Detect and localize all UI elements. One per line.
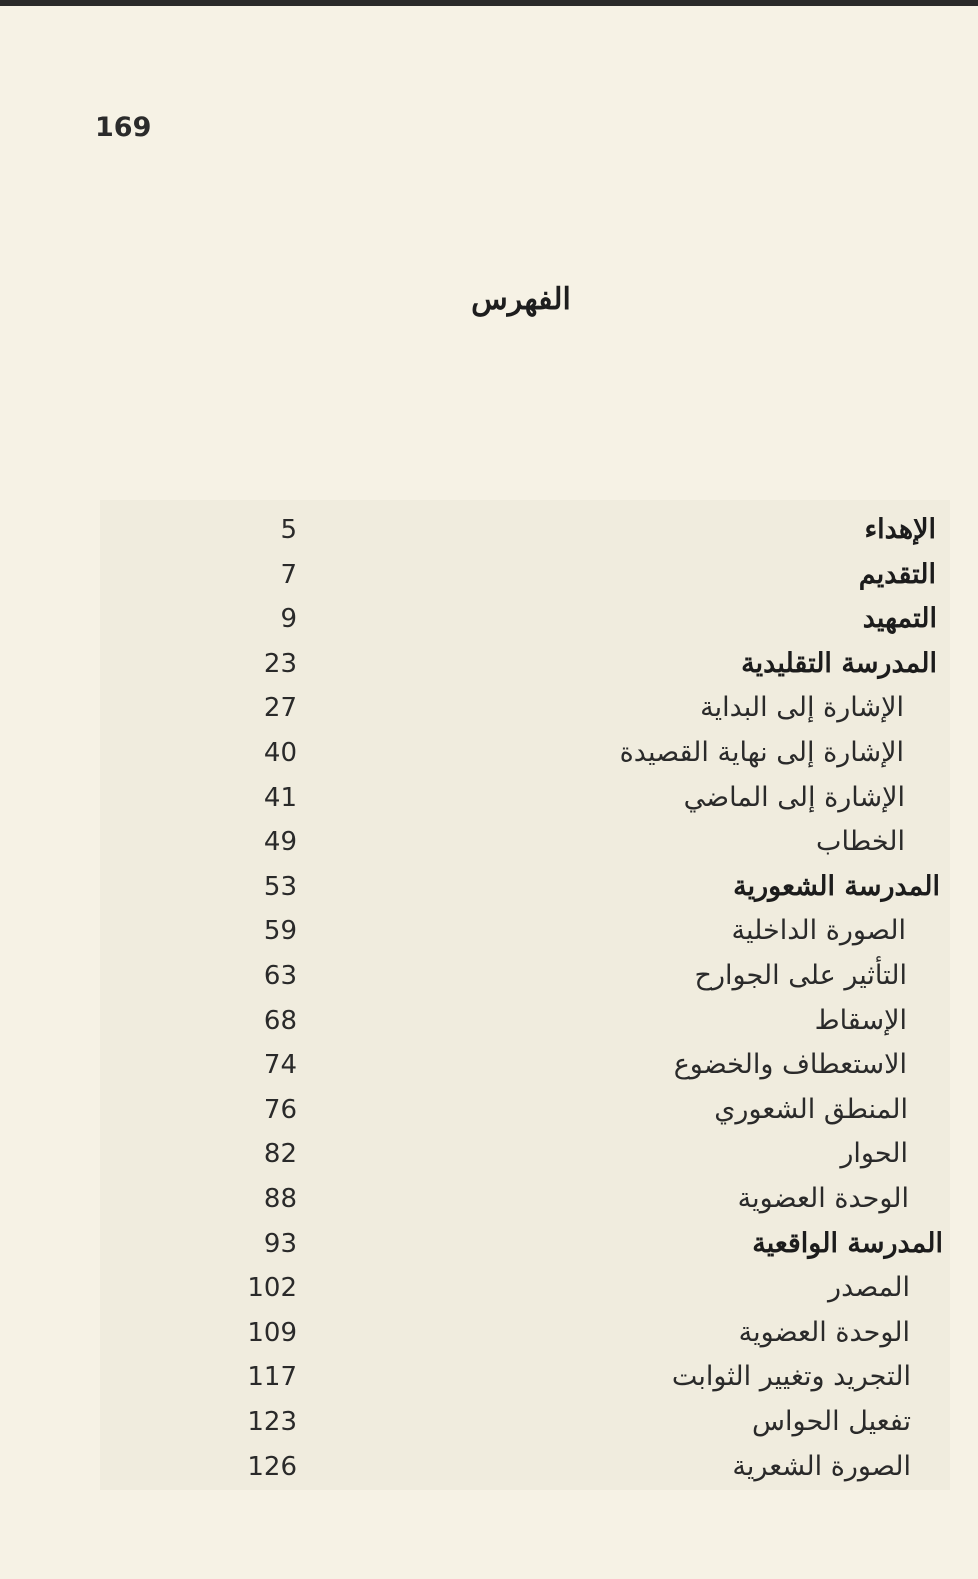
toc-subsection-title: الحوار	[840, 1138, 908, 1170]
toc-page-number: 109	[247, 1317, 297, 1348]
toc-page-number: 59	[263, 916, 297, 947]
toc-subsection-title: الصورة الداخلية	[731, 915, 906, 947]
toc-page-number: 41	[263, 782, 297, 813]
toc-subsection-title: الوحدة العضوية	[737, 1183, 909, 1214]
toc-subsection-title: المنطق الشعوري	[714, 1093, 908, 1125]
toc-subsection-title: تفعيل الحواس	[752, 1406, 911, 1437]
toc-page-number: 63	[263, 961, 297, 991]
page-title: الفهرس	[471, 282, 571, 317]
toc-section-title: المدرسة الشعورية	[733, 870, 940, 902]
toc-page-number: 82	[263, 1139, 297, 1170]
toc-subsection-title: التجريد وتغيير الثوابت	[671, 1361, 911, 1393]
toc-page-number: 23	[263, 648, 297, 679]
toc-entry	[0, 1134, 978, 1178]
toc-page-number: 9	[280, 604, 297, 635]
toc-entry	[0, 644, 978, 688]
toc-entry	[0, 1179, 978, 1223]
toc-entry	[0, 778, 978, 822]
toc-entry	[0, 867, 978, 911]
toc-subsection-title: الإسقاط	[814, 1004, 907, 1036]
toc-page-number: 88	[263, 1184, 297, 1214]
toc-entry	[0, 822, 978, 866]
toc-section-title: الإهداء	[864, 514, 936, 545]
toc-page-number: 7	[280, 559, 297, 590]
toc-entry	[0, 1313, 978, 1357]
toc-subsection-title: الصورة الشعرية	[732, 1450, 911, 1482]
toc-page-number: 126	[247, 1451, 297, 1482]
toc-section-title: المدرسة التقليدية	[741, 647, 937, 679]
toc-subsection-title: التأثير على الجوارح	[694, 960, 907, 991]
toc-page-number: 117	[247, 1362, 297, 1393]
toc-section-title: المدرسة الواقعية	[752, 1227, 943, 1259]
toc-section-title: التمهيد	[862, 603, 937, 635]
toc-entry	[0, 688, 978, 732]
toc-page-number: 76	[263, 1094, 297, 1125]
toc-entry	[0, 510, 978, 554]
toc-subsection-title: الاستعطاف والخضوع	[673, 1049, 907, 1081]
toc-page-number: 53	[263, 871, 297, 902]
toc-subsection-title: الوحدة العضوية	[738, 1316, 910, 1348]
toc-page-number: 102	[247, 1273, 297, 1304]
toc-page-number: 68	[263, 1005, 297, 1036]
toc-entry	[0, 1402, 978, 1446]
toc-subsection-title: المصدر	[828, 1272, 910, 1304]
toc-entry	[0, 599, 978, 643]
toc-subsection-title: الإشارة إلى الماضي	[683, 781, 905, 813]
toc-section-title: التقديم	[858, 558, 936, 590]
toc-entry	[0, 1045, 978, 1089]
toc-page-number: 93	[263, 1228, 297, 1259]
toc-subsection-title: الخطاب	[816, 826, 905, 858]
toc-entry	[0, 555, 978, 599]
toc-page-number: 49	[263, 827, 297, 858]
toc-page-number: 5	[280, 515, 297, 545]
page-number: 169	[95, 112, 152, 143]
toc-subsection-title: الإشارة إلى البداية	[700, 692, 904, 724]
toc-entry	[0, 733, 978, 777]
toc-entry	[0, 1268, 978, 1312]
toc-subsection-title: الإشارة إلى نهاية القصيدة	[619, 737, 904, 768]
toc-entry	[0, 1447, 978, 1491]
toc-entry	[0, 1090, 978, 1134]
toc-entry	[0, 911, 978, 955]
toc-entry	[0, 1357, 978, 1401]
toc-page-number: 74	[263, 1050, 297, 1081]
toc-page-number: 40	[263, 738, 297, 768]
toc-entry	[0, 956, 978, 1000]
toc-page-number: 123	[247, 1407, 297, 1437]
page-top-edge	[0, 0, 978, 6]
toc-page-number: 27	[263, 693, 297, 724]
toc-entry	[0, 1001, 978, 1045]
toc-entry	[0, 1224, 978, 1268]
